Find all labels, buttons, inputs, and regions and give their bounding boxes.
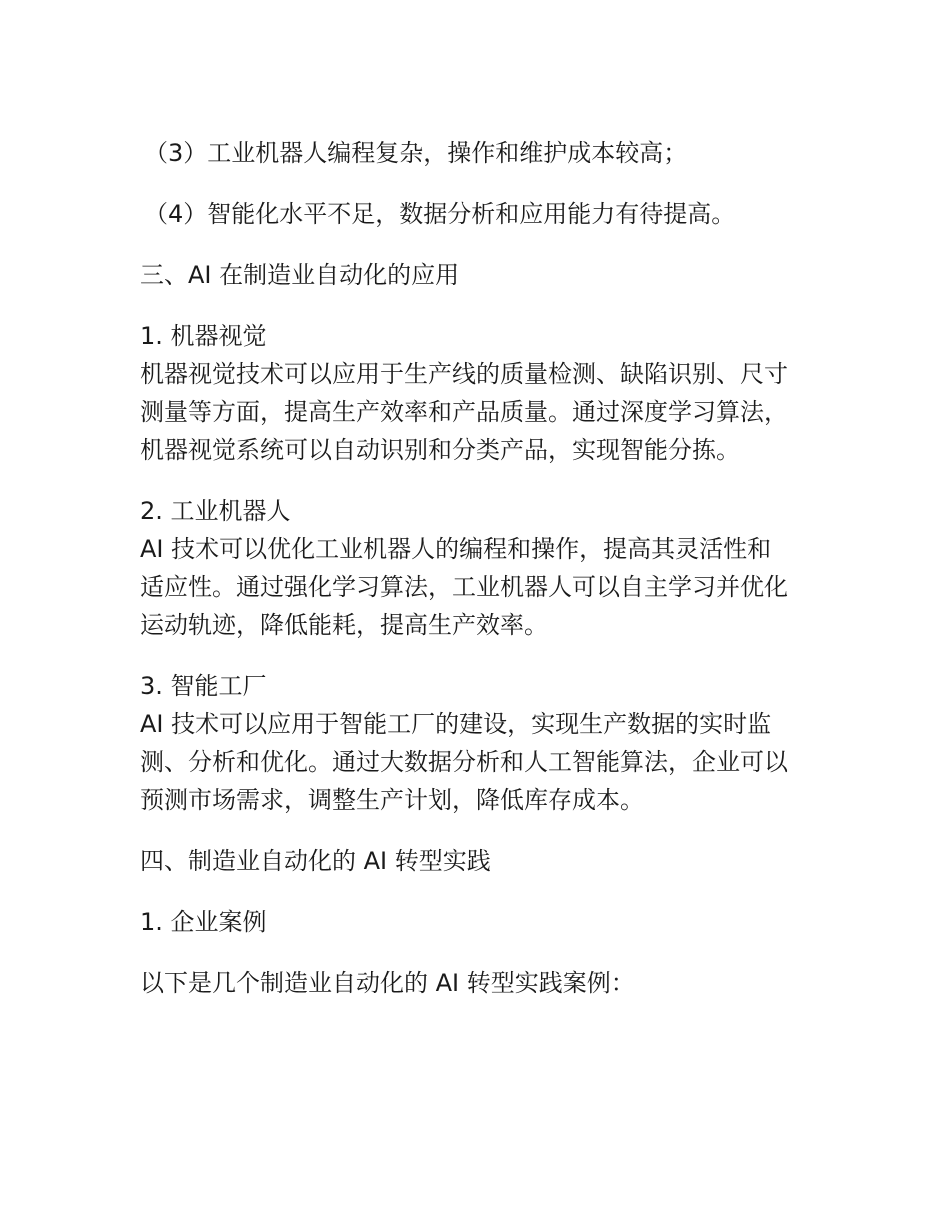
paragraph-line: 预测市场需求，调整生产计划，降低库存成本。 <box>140 786 644 814</box>
subheading-industrial-robot: 2. 工业机器人 <box>140 497 291 525</box>
paragraph-cases-intro: 以下是几个制造业自动化的 AI 转型实践案例： <box>140 969 635 997</box>
subheading-enterprise-cases: 1. 企业案例 <box>140 908 267 936</box>
paragraph-line: 适应性。通过强化学习算法，工业机器人可以自主学习并优化 <box>140 573 788 601</box>
subheading-machine-vision: 1. 机器视觉 <box>140 322 267 350</box>
subheading-smart-factory: 3. 智能工厂 <box>140 672 267 700</box>
paragraph-line: 运动轨迹，降低能耗，提高生产效率。 <box>140 611 548 639</box>
paragraph-line: AI 技术可以优化工业机器人的编程和操作，提高其灵活性和 <box>140 535 772 563</box>
document-body <box>140 134 820 1002</box>
paragraph-machine-vision <box>140 355 820 469</box>
paragraph-line: 机器视觉技术可以应用于生产线的质量检测、缺陷识别、尺寸 <box>140 360 788 388</box>
paragraph-smart-factory <box>140 705 820 819</box>
paragraph-line: 机器视觉系统可以自动识别和分类产品，实现智能分拣。 <box>140 436 740 464</box>
paragraph-line: 测量等方面，提高生产效率和产品质量。通过深度学习算法， <box>140 398 788 426</box>
paragraph-line: 测、分析和优化。通过大数据分析和人工智能算法，企业可以 <box>140 748 788 776</box>
paragraph-industrial-robot <box>140 530 820 644</box>
section-heading-4: 四、制造业自动化的 AI 转型实践 <box>140 847 491 875</box>
paragraph-line: AI 技术可以应用于智能工厂的建设，实现生产数据的实时监 <box>140 710 772 738</box>
section-heading-3: 三、AI 在制造业自动化的应用 <box>140 261 460 289</box>
list-item-3: （3）工业机器人编程复杂，操作和维护成本较高； <box>144 139 688 167</box>
list-item-4: （4）智能化水平不足，数据分析和应用能力有待提高。 <box>144 200 736 228</box>
